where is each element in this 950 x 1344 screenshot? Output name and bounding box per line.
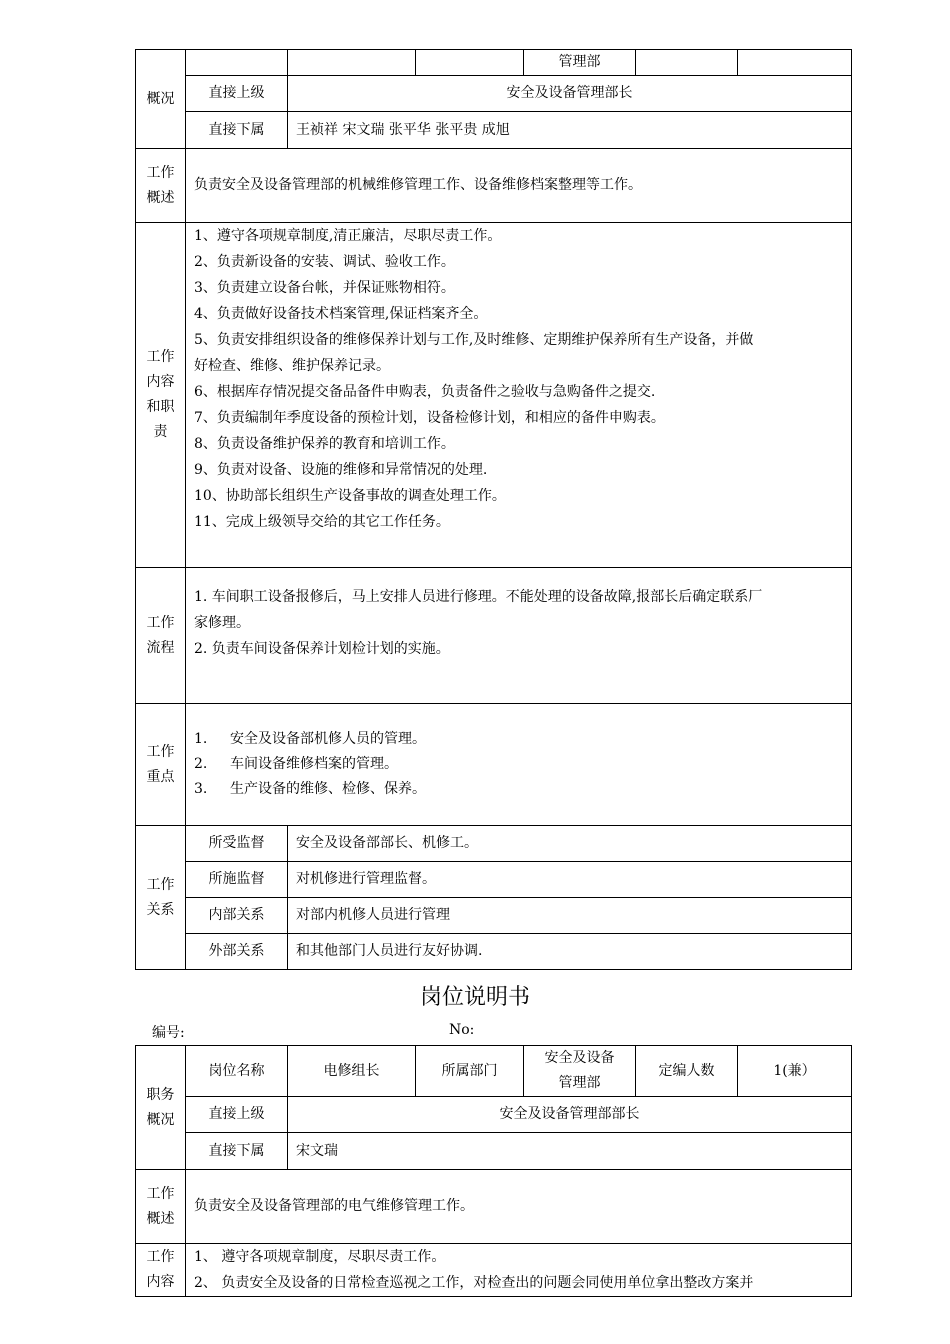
work-content-row bbox=[136, 1244, 852, 1297]
overview-section-label: 概况 bbox=[136, 50, 186, 149]
job-description-table-1 bbox=[135, 49, 852, 970]
list-item: 2. 负责车间设备保养计划检计划的实施。 bbox=[194, 641, 450, 657]
workflow-list bbox=[186, 568, 852, 704]
relation-row bbox=[136, 934, 852, 970]
item-text: 安全及设备部机修人员的管理。 bbox=[230, 731, 426, 747]
label-line: 内容 bbox=[146, 1274, 175, 1290]
work-summary-row bbox=[136, 1170, 852, 1244]
list-item: 1、 遵守各项规章制度，尽职尽责工作。 bbox=[194, 1249, 446, 1265]
relation-label: 内部关系 bbox=[186, 898, 288, 934]
direct-subordinate-row bbox=[136, 112, 852, 149]
position-row bbox=[136, 1046, 852, 1097]
list-item: 8、负责设备维护保养的教育和培训工作。 bbox=[194, 436, 455, 452]
label-line: 工作 bbox=[146, 1249, 175, 1265]
work-content-label bbox=[136, 223, 186, 568]
work-summary-label bbox=[136, 149, 186, 223]
relation-row bbox=[136, 862, 852, 898]
relation-label: 外部关系 bbox=[186, 934, 288, 970]
number-label: 编号: bbox=[152, 1025, 185, 1041]
direct-superior-row bbox=[136, 1097, 852, 1133]
label-line: 工作 bbox=[146, 614, 175, 631]
list-item: 4、负责做好设备技术档案管理,保证档案齐全。 bbox=[194, 306, 488, 322]
item-number: 3. bbox=[194, 781, 208, 797]
headcount-value: 1(兼） bbox=[738, 1046, 852, 1097]
direct-subordinate-row bbox=[136, 1133, 852, 1170]
position-name-label: 岗位名称 bbox=[186, 1046, 288, 1097]
dept-label: 所属部门 bbox=[416, 1046, 524, 1097]
list-item: 2、负责新设备的安装、调试、验收工作。 bbox=[194, 254, 455, 270]
direct-subordinate-value: 宋文瑞 bbox=[288, 1133, 852, 1170]
dept-value-cell: 管理部 bbox=[524, 50, 636, 76]
empty-cell bbox=[416, 50, 524, 76]
label-line: 流程 bbox=[146, 639, 175, 656]
value-line: 管理部 bbox=[558, 1075, 601, 1091]
list-item: 7、负责编制年季度设备的预检计划，设备检修计划，和相应的备件申购表。 bbox=[194, 410, 665, 426]
work-content-list bbox=[186, 223, 852, 568]
list-item: 1、遵守各项规章制度,清正廉洁，尽职尽责工作。 bbox=[194, 228, 502, 244]
work-content-label bbox=[136, 1244, 186, 1297]
focus-row bbox=[136, 704, 852, 826]
item-text: 生产设备的维修、检修、保养。 bbox=[230, 781, 426, 797]
empty-cell bbox=[636, 50, 738, 76]
label-line: 概述 bbox=[146, 189, 175, 206]
direct-superior-value: 安全及设备管理部长 bbox=[288, 76, 852, 112]
list-item: 好检查、维修、维护保养记录。 bbox=[194, 358, 390, 374]
relation-value: 对机修进行管理监督。 bbox=[288, 862, 852, 898]
label-line: 关系 bbox=[146, 901, 175, 918]
relation-row bbox=[136, 898, 852, 934]
document-title: 岗位说明书 bbox=[419, 985, 530, 1010]
relation-label: 所受监督 bbox=[186, 826, 288, 862]
direct-subordinate-label: 直接下属 bbox=[186, 1133, 288, 1170]
list-item: 9、负责对设备、设施的维修和异常情况的处理. bbox=[194, 462, 488, 478]
direct-superior-label: 直接上级 bbox=[186, 76, 288, 112]
label-line: 工作 bbox=[146, 349, 175, 365]
label-line: 工作 bbox=[146, 1185, 175, 1202]
focus-list bbox=[186, 704, 852, 826]
list-item: 1. 车间职工设备报修后，马上安排人员进行修理。不能处理的设备故障,报部长后确定联系厂 bbox=[194, 589, 763, 605]
dept-value bbox=[524, 1046, 636, 1097]
label-line: 内容 bbox=[146, 374, 175, 390]
direct-subordinate-value: 王祯祥 宋文瑞 张平华 张平贵 成旭 bbox=[288, 112, 852, 149]
focus-label bbox=[136, 704, 186, 826]
label-line: 和职 bbox=[146, 399, 175, 415]
label-line: 职务 bbox=[146, 1086, 175, 1103]
direct-superior-label: 直接上级 bbox=[186, 1097, 288, 1133]
label-line: 重点 bbox=[146, 768, 175, 785]
work-content-list bbox=[186, 1244, 852, 1297]
list-item bbox=[194, 727, 843, 752]
direct-superior-row bbox=[136, 76, 852, 112]
work-summary-label bbox=[136, 1170, 186, 1244]
top-partial-row bbox=[136, 50, 852, 76]
label-line: 工作 bbox=[146, 743, 175, 760]
relation-value: 和其他部门人员进行友好协调. bbox=[288, 934, 852, 970]
job-description-table-2 bbox=[135, 1045, 852, 1297]
label-line: 概况 bbox=[146, 1111, 175, 1128]
list-item: 3、负责建立设备台帐，并保证账物相符。 bbox=[194, 280, 455, 296]
relation-value: 安全及设备部部长、机修工。 bbox=[288, 826, 852, 862]
label-line: 责 bbox=[153, 424, 168, 440]
empty-cell bbox=[186, 50, 288, 76]
relation-value: 对部内机修人员进行管理 bbox=[288, 898, 852, 934]
empty-cell bbox=[288, 50, 416, 76]
list-item bbox=[194, 777, 843, 802]
label-line: 工作 bbox=[146, 876, 175, 893]
position-overview-label bbox=[136, 1046, 186, 1170]
no-label: No: bbox=[449, 1022, 475, 1038]
relation-label: 所施监督 bbox=[186, 862, 288, 898]
position-name-value: 电修组长 bbox=[288, 1046, 416, 1097]
work-summary-row bbox=[136, 149, 852, 223]
item-number: 2. bbox=[194, 756, 208, 772]
relation-row bbox=[136, 826, 852, 862]
work-summary-value: 负责安全及设备管理部的电气维修管理工作。 bbox=[186, 1170, 852, 1244]
list-item: 家修理。 bbox=[194, 615, 250, 631]
item-number: 1. bbox=[194, 731, 208, 747]
work-summary-value: 负责安全及设备管理部的机械维修管理工作、设备维修档案整理等工作。 bbox=[186, 149, 852, 223]
value-line: 安全及设备 bbox=[544, 1050, 615, 1066]
list-item: 6、根据库存情况提交备品备件申购表，负责备件之验收与急购备件之提交. bbox=[194, 384, 656, 400]
list-item: 2、 负责安全及设备的日常检查巡视之工作，对检查出的问题会同使用单位拿出整改方案并 bbox=[194, 1275, 754, 1291]
direct-superior-value: 安全及设备管理部部长 bbox=[288, 1097, 852, 1133]
direct-subordinate-label: 直接下属 bbox=[186, 112, 288, 149]
list-item: 10、协助部长组织生产设备事故的调查处理工作。 bbox=[194, 488, 506, 504]
label-line: 概述 bbox=[146, 1210, 175, 1227]
label-line: 工作 bbox=[146, 164, 175, 181]
item-text: 车间设备维修档案的管理。 bbox=[230, 756, 398, 772]
work-content-row bbox=[136, 223, 852, 568]
workflow-row bbox=[136, 568, 852, 704]
relations-label bbox=[136, 826, 186, 970]
list-item: 5、负责安排组织设备的维修保养计划与工作,及时维修、定期维护保养所有生产设备，并做 bbox=[194, 332, 754, 348]
list-item: 11、完成上级领导交给的其它工作任务。 bbox=[194, 514, 450, 530]
empty-cell bbox=[738, 50, 852, 76]
workflow-label bbox=[136, 568, 186, 704]
list-item bbox=[194, 752, 843, 777]
headcount-label: 定编人数 bbox=[636, 1046, 738, 1097]
